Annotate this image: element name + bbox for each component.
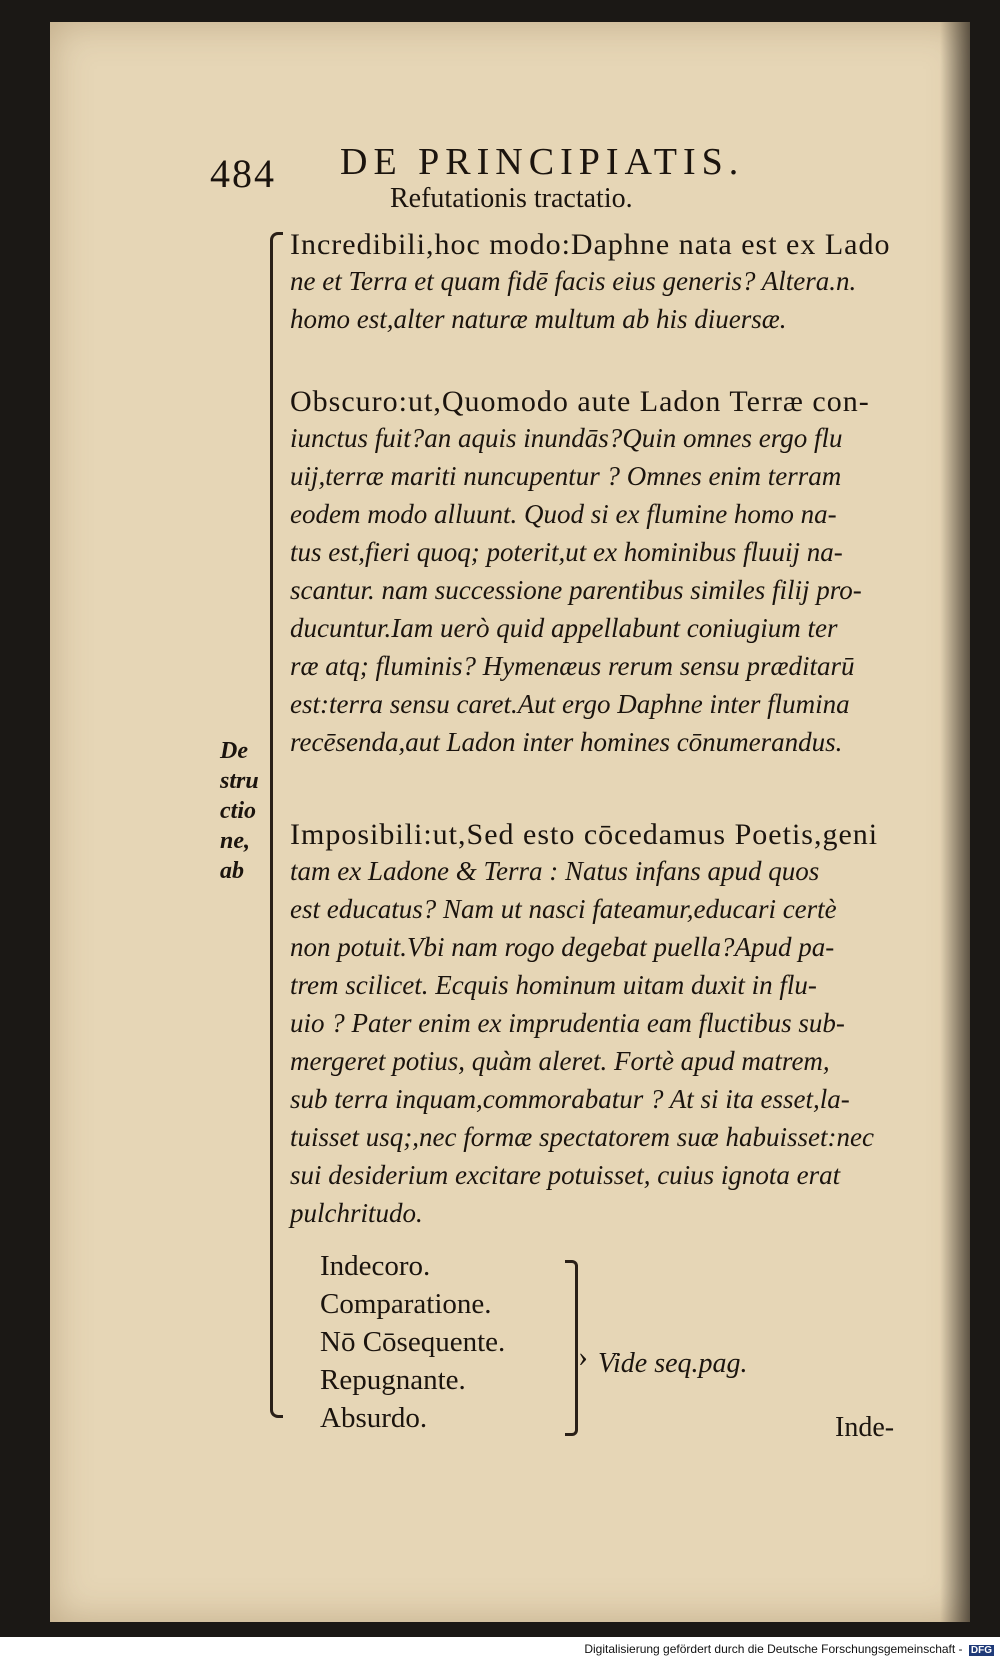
paragraph-line: Imposibili:ut,Sed esto cōcedamus Poetis,geni bbox=[290, 818, 879, 851]
margin-note-line: ab bbox=[220, 858, 244, 884]
paragraph-line: ducuntur.Iam uerò quid appellabunt coniugium ter bbox=[290, 613, 838, 643]
paragraph-line: Incredibili,hoc modo:Daphne nata est ex Lado bbox=[290, 228, 891, 261]
paragraph-line: recēsenda,aut Ladon inter homines cōnumerandus. bbox=[290, 727, 843, 757]
paragraph-line: scantur. nam successione parentibus similes filij pro- bbox=[290, 575, 862, 605]
page-number: 484 bbox=[210, 151, 276, 196]
margin-note-line: ne, bbox=[220, 828, 250, 854]
list-item: Indecoro. bbox=[320, 1250, 431, 1282]
footer-credit: Digitalisierung gefördert durch die Deutsche Forschungsgemeinschaft - bbox=[584, 1642, 963, 1656]
paragraph-line: ne et Terra et quam fidē facis eius generis? Altera.n. bbox=[290, 266, 857, 296]
paragraph-line: tuisset usq;,nec formæ spectatorem suæ habuisset:nec bbox=[290, 1122, 874, 1152]
list-right-bracket bbox=[565, 1260, 578, 1436]
margin-note-line: stru bbox=[220, 768, 259, 794]
paragraph-line: eodem modo alluunt. Quod si ex flumine homo na- bbox=[290, 499, 837, 529]
margin-note-line: De bbox=[220, 738, 248, 764]
paragraph-line: Obscuro:ut,Quomodo aute Ladon Terræ con- bbox=[290, 385, 870, 418]
paragraph-line: est:terra sensu caret.Aut ergo Daphne inter flumina bbox=[290, 689, 850, 719]
list-item: Nō Cōsequente. bbox=[320, 1326, 506, 1358]
paragraph-line: non potuit.Vbi nam rogo degebat puella?Apud pa- bbox=[290, 932, 835, 962]
margin-note-line: ctio bbox=[220, 798, 256, 824]
outer-left-bracket bbox=[270, 232, 283, 1418]
paragraph-line: pulchritudo. bbox=[290, 1198, 423, 1228]
digitization-footer bbox=[0, 1637, 1000, 1659]
paragraph-line: sui desiderium excitare potuisset, cuius ignota erat bbox=[290, 1160, 841, 1190]
list-item: Comparatione. bbox=[320, 1288, 492, 1320]
paragraph-line: tus est,fieri quoq; poterit,ut ex hominibus fluuij na- bbox=[290, 537, 843, 567]
paragraph-line: ræ atq; fluminis? Hymenæus rerum sensu præditarū bbox=[290, 651, 855, 681]
page-spine-shadow bbox=[940, 22, 970, 1622]
list-item: Absurdo. bbox=[320, 1402, 428, 1434]
paragraph-line: est educatus? Nam ut nasci fateamur,educari certè bbox=[290, 894, 837, 924]
paragraph-line: trem scilicet. Ecquis hominum uitam duxit in flu- bbox=[290, 970, 817, 1000]
paragraph-line: mergeret potius, quàm aleret. Fortè apud matrem, bbox=[290, 1046, 830, 1076]
catchword: Inde- bbox=[835, 1412, 895, 1443]
dfg-logo-icon: DFG bbox=[970, 1645, 992, 1656]
list-note: Vide seq.pag. bbox=[598, 1348, 748, 1379]
paragraph-line: uij,terræ mariti nuncupentur ? Omnes enim terram bbox=[290, 461, 842, 491]
page-header: DE PRINCIPIATIS. bbox=[340, 141, 745, 183]
list-item: Repugnante. bbox=[320, 1364, 466, 1396]
paragraph-line: iunctus fuit?an aquis inundās?Quin omnes ergo flu bbox=[290, 423, 843, 453]
paragraph-line: tam ex Ladone & Terra : Natus infans apud quos bbox=[290, 856, 820, 886]
paragraph-line: uio ? Pater enim ex imprudentia eam fluctibus sub- bbox=[290, 1008, 845, 1038]
brace-point-glyph: › bbox=[578, 1340, 588, 1373]
paragraph-line: homo est,alter naturæ multum ab his diuersæ. bbox=[290, 304, 787, 334]
page-subheader: Refutationis tractatio. bbox=[390, 183, 633, 214]
paragraph-line: sub terra inquam,commorabatur ? At si ita esset,la- bbox=[290, 1084, 850, 1114]
